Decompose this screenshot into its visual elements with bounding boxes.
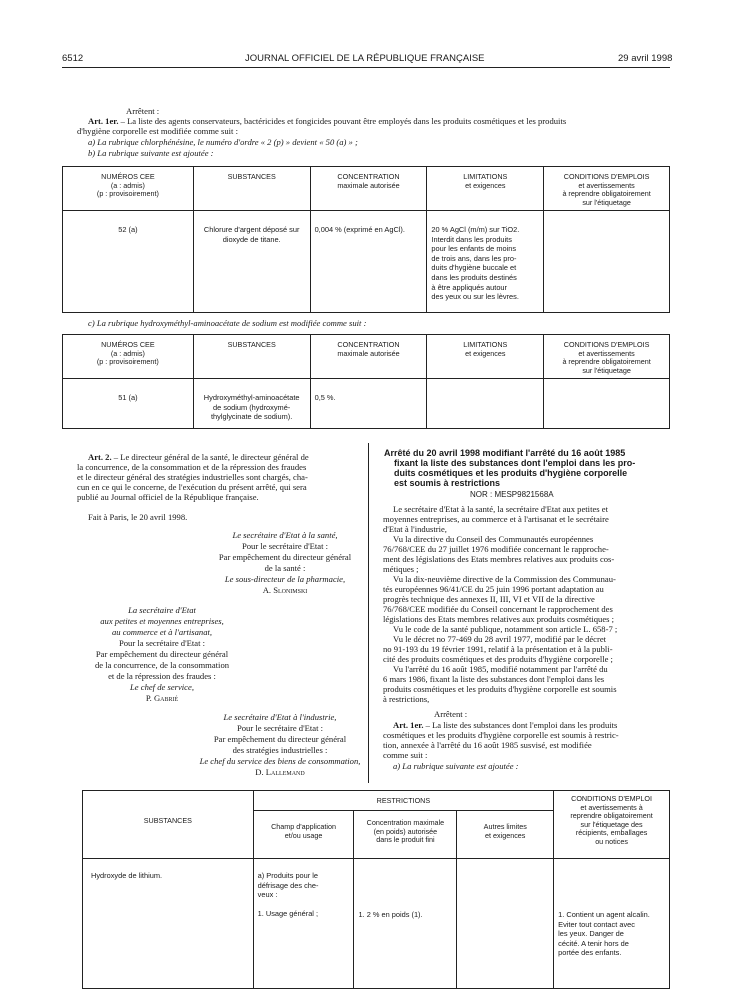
decree-title-line: est soumis à restrictions: [394, 478, 501, 488]
preamble-line: Vu la directive du Conseil des Communautés européennes: [393, 534, 594, 544]
art2-line: publié au Journal officiel de la République française.: [77, 492, 259, 502]
nor-reference: NOR : MESP9821568A: [470, 490, 554, 499]
preamble-line: 76/768/CEE du 27 juillet 1976 modifiée concernant le rapproche-: [383, 544, 609, 554]
art1-right-line: Art. 1er. – La liste des substances dont l'emploi dans les produits: [393, 720, 618, 730]
col-conditions: CONDITIONS D'EMPLOIS et avertissements à reprendre obligatoirement sur l'étiquetage: [544, 167, 670, 211]
signatory-3-name: D. Lallemand: [255, 767, 305, 777]
preamble-line: moyennes entreprises, au commerce et à l'artisanat et le secrétaire: [383, 514, 609, 524]
cell-autres: [457, 859, 554, 989]
cell-substance: Hydroxyméthyl-aminoacétate de sodium (hydroxymé- thylglycinate de sodium).: [193, 379, 310, 429]
cell-conditions: [544, 379, 670, 429]
col-concentration: Concentration maximale (en poids) autorisée dans le produit fini: [354, 811, 457, 859]
art1-label: Art. 1er.: [88, 116, 119, 126]
signatory-1-line: de la santé :: [264, 563, 306, 573]
preamble-line: métiques ;: [383, 564, 419, 574]
preamble-line: no 91-193 du 19 février 1991, relatif à la présentation et à la publi-: [383, 644, 613, 654]
preamble-line: Vu la dix-neuvième directive de la Commission des Communau-: [393, 574, 616, 584]
table-restrictions: [82, 790, 670, 989]
col-conditions: CONDITIONS D'EMPLOIS et avertissements à reprendre obligatoirement sur l'étiquetage: [544, 335, 670, 379]
signatory-2-name: P. Gabrié: [145, 693, 179, 703]
art1-right-line: comme suit :: [383, 750, 428, 760]
cell-conditions: 1. Contient un agent alcalin. Eviter tout contact avec les yeux. Danger de cécité. A tenir hors de portée des enfants.: [554, 859, 670, 989]
signatory-2-line: et de la répression des fraudes :: [108, 671, 216, 681]
item-c-top: c) La rubrique hydroxyméthyl-aminoacétate de sodium est modifiée comme suit :: [88, 318, 367, 328]
preamble-line: cité des produits cosmétiques et des produits d'hygiène corporelle ;: [383, 654, 613, 664]
preamble-line: tés européennes 96/41/CE du 25 juin 1996 portant adaptation au: [383, 584, 604, 594]
table-agents-2: [62, 334, 670, 429]
table-row: [63, 211, 670, 313]
signatory-2-line: Par empêchement du directeur général: [95, 649, 229, 659]
table-agents-1: [62, 166, 670, 313]
art2-line: et le directeur général des stratégies industrielles sont chargés, cha-: [77, 472, 308, 482]
decree-title-line: fixant la liste des substances dont l'emploi dans les pro-: [394, 458, 636, 468]
preamble-line: Vu le décret no 77-469 du 28 avril 1977, modifié par le décret: [393, 634, 607, 644]
preamble-line: à restrictions,: [383, 694, 430, 704]
col-limitations: LIMITATIONS et exigences: [427, 335, 544, 379]
signatory-3-function: Le chef du service des biens de consommation,: [199, 756, 361, 766]
art1-right-line: cosmétiques et les produits d'hygiène corporelle est soumis à restric-: [383, 730, 619, 740]
issue-date: 29 avril 1998: [618, 53, 673, 64]
col-limitations: LIMITATIONS et exigences: [427, 167, 544, 211]
signatory-1-line: Pour le secrétaire d'Etat :: [241, 541, 329, 551]
art2-line: cun en ce qui le concerne, de l'exécution du présent arrêté, qui sera: [77, 482, 307, 492]
item-b-top: b) La rubrique suivante est ajoutée :: [88, 148, 214, 158]
header-rule: [62, 67, 670, 68]
preamble-line: Vu le code de la santé publique, notamment son article L. 658-7 ;: [393, 624, 618, 634]
signatory-2-title: La secrétaire d'Etat: [128, 605, 196, 615]
art1-right-line: tion, annexée à l'arrêté du 16 août 1985 susvisé, est modifiée: [383, 740, 592, 750]
signatory-3-line: des stratégies industrielles :: [232, 745, 328, 755]
col-concentration: CONCENTRATION maximale autorisée: [310, 335, 427, 379]
signatory-3-line: Par empêchement du directeur général: [213, 734, 347, 744]
signatory-2-line: Pour la secrétaire d'Etat :: [118, 638, 206, 648]
decree-title-line: duits cosmétiques et les produits d'hygiène corporelle: [394, 468, 628, 478]
cell-numero: 51 (a): [63, 379, 194, 429]
cell-concentration: 0,004 % (exprimé en AgCl).: [310, 211, 427, 313]
table2-header-row: [63, 335, 670, 379]
cell-champ: a) Produits pour le défrisage des che- veux : 1. Usage général ;: [253, 859, 354, 989]
journal-title: JOURNAL OFFICIEL DE LA RÉPUBLIQUE FRANÇAISE: [245, 53, 485, 64]
page-number: 6512: [62, 53, 84, 64]
cell-numero: 52 (a): [63, 211, 194, 313]
art1-top-line2: d'hygiène corporelle est modifiée comme suit :: [77, 126, 238, 136]
item-a-right: a) La rubrique suivante est ajoutée :: [393, 761, 519, 771]
cell-substance: Hydroxyde de lithium.: [83, 859, 254, 989]
cell-conditions: [544, 211, 670, 313]
table-row: [63, 379, 670, 429]
col-restrictions: RESTRICTIONS: [253, 791, 553, 811]
col-autres: Autres limites et exigences: [457, 811, 554, 859]
preamble-line: d'Etat à l'industrie,: [383, 524, 447, 534]
table1-header-row: [63, 167, 670, 211]
signatory-3-title: Le secrétaire d'Etat à l'industrie,: [223, 712, 337, 722]
table-row: [83, 859, 670, 989]
col-substances: SUBSTANCES: [193, 335, 310, 379]
arretent-right: Arrêtent :: [434, 709, 468, 719]
col-numeros: NUMÉROS CEE (a : admis) (p : provisoirement): [63, 335, 194, 379]
cell-concentration: 1. 2 % en poids (1).: [354, 859, 457, 989]
col-numeros: NUMÉROS CEE (a : admis) (p : provisoirement): [63, 167, 194, 211]
col-concentration: CONCENTRATION maximale autorisée: [310, 167, 427, 211]
art2-line: Art. 2. – Le directeur général de la santé, le directeur général de: [88, 452, 309, 462]
signatory-1-title: Le secrétaire d'Etat à la santé,: [232, 530, 338, 540]
preamble-line: Le secrétaire d'Etat à la santé, la secrétaire d'Etat aux petites et: [393, 504, 608, 514]
cell-substance: Chlorure d'argent déposé sur dioxyde de titane.: [193, 211, 310, 313]
preamble-line: 76/768/CEE modifiée du Conseil concernant le rapprochement des: [383, 604, 613, 614]
col-substances: SUBSTANCES: [193, 167, 310, 211]
preamble-line: progrès technique des annexes II, III, VI et VII de la directive: [383, 594, 595, 604]
decree-title-line: Arrêté du 20 avril 1998 modifiant l'arrêté du 16 août 1985: [384, 448, 626, 458]
signatory-1-function: Le sous-directeur de la pharmacie,: [224, 574, 346, 584]
preamble-line: Vu l'arrêté du 16 août 1985, modifié notamment par l'arrêté du: [393, 664, 608, 674]
preamble-line: 6 mars 1986, fixant la liste des substances dont l'emploi dans les: [383, 674, 605, 684]
preamble-line: législations des Etats membres relatives aux produits cosmétiques ;: [383, 614, 615, 624]
signatory-2-function: Le chef de service,: [130, 682, 194, 692]
signatory-3-line: Pour le secrétaire d'Etat :: [236, 723, 324, 733]
cell-limitations: [427, 379, 544, 429]
arretent-top: Arrêtent :: [126, 106, 160, 116]
art1-text: – La liste des agents conservateurs, bactéricides et fongicides pouvant être employés dans les produits cosmétiques et les produits: [118, 116, 567, 126]
art2-label: Art. 2.: [88, 452, 112, 462]
signatory-1-line: Par empêchement du directeur général: [218, 552, 352, 562]
signatory-2-line: au commerce et à l'artisanat,: [111, 627, 213, 637]
cell-concentration: 0,5 %.: [310, 379, 427, 429]
art1-top-line1: [88, 116, 566, 127]
col-substances: SUBSTANCES: [83, 791, 254, 859]
art2-line: la concurrence, de la consommation et de la répression des fraudes: [77, 462, 307, 472]
preamble-line: ment des législations des Etats membres relatives aux produits cos-: [383, 554, 615, 564]
fait-a-paris: Fait à Paris, le 20 avril 1998.: [88, 512, 188, 522]
signatory-2-line: de la concurrence, de la consommation: [94, 660, 230, 670]
table3-header-row: [83, 791, 670, 811]
signatory-1-name: A. Slonimski: [262, 585, 308, 595]
col-conditions: CONDITIONS D'EMPLOI et avertissements à reprendre obligatoirement sur l'étiquetage des récipients, emballages ou notices: [554, 791, 670, 859]
item-a-top: a) La rubrique chlorphénésine, le numéro d'ordre « 2 (p) » devient « 50 (a) » ;: [88, 137, 358, 147]
col-champ: Champ d'application et/ou usage: [253, 811, 354, 859]
art1-right-label: Art. 1er.: [393, 720, 424, 730]
preamble-line: produits cosmétiques et les produits d'hygiène corporelle est soumis: [383, 684, 617, 694]
signatory-2-line: aux petites et moyennes entreprises,: [100, 616, 224, 626]
cell-limitations: 20 % AgCl (m/m) sur TiO2. Interdit dans les produits pour les enfants de moins de trois ans, dans les pro- duits d'hygiène buccale et dans les produits destinés à être appliqués autour des yeux ou sur les lèvres.: [427, 211, 544, 313]
